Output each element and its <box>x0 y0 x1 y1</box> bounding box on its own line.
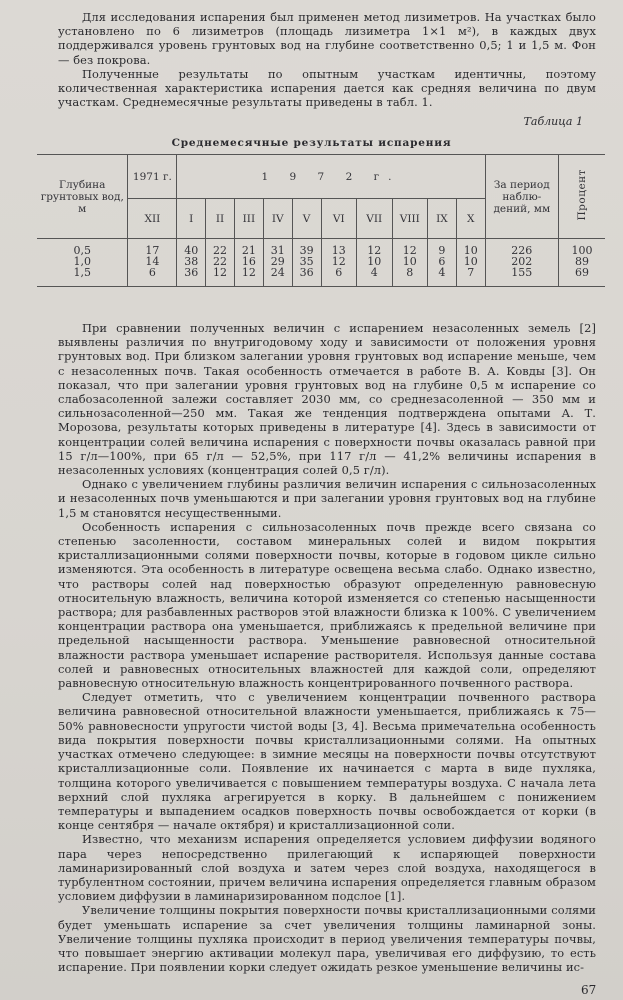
cell-value: 1,5 <box>73 266 91 279</box>
header-period: За период наблю- дений, мм <box>485 155 558 239</box>
cell-value: 12 <box>331 255 346 268</box>
body-paragraph: Увеличение толщины покрытия поверхности почвы кристаллизационными солями будет уменьшать испарение за счет увеличения толщины ламинарной зоны. Увеличение толщины пухляка происходит в период увеличения температуры почвы, что повышает энергию активации молекул пара, увеличивая его диффузию, то есть испарение. При появлении корки следует ожидать резкое уменьшение величины ис- <box>58 903 596 975</box>
cell-value: 12 <box>402 244 417 257</box>
cell-value: 9 <box>438 244 446 257</box>
cell-value: 10 <box>463 255 478 268</box>
header-month: III <box>234 199 263 239</box>
cell-value: 0,5 <box>73 244 91 257</box>
intro-paragraph: Полученные результаты по опытным участкам идентичны, поэтому количественная характеристика испарения дается как средняя величина по двум участкам. Среднемесячные результаты приведены в табл. 1. <box>58 66 596 110</box>
header-month: V <box>292 199 321 239</box>
table-cell <box>392 239 428 287</box>
cell-value: 6 <box>335 266 343 279</box>
header-percent-label: Процент <box>575 169 588 221</box>
cell-value: 226 <box>511 244 533 257</box>
header-month: IV <box>263 199 292 239</box>
table-cell <box>177 239 206 287</box>
table-cell <box>357 239 393 287</box>
cell-value: 6 <box>438 255 446 268</box>
cell-value: 36 <box>184 266 199 279</box>
header-month: X <box>456 199 485 239</box>
table-cell <box>558 239 605 287</box>
body-paragraph: При сравнении полученных величин с испарением незасоленных земель [2] выявлены различия по внутригодовому ходу и зависимости от положения уровня грунтовых вод. При близком залегании уровня грунтовых вод испарение меньше, чем с незасоленных почв. Такая особенность отмечается в работе В. А. Ковды [3]. Он показал, что при залегании уровня грунтовых вод на глубине 0,5 м испарение со слабозасоленной залежи составляет 2030 мм, со среднезасоленной — 350 мм и сильнозасоленной—250 мм. Такая же тенденция подтверждена опытами А. Т. Морозова, результаты которых приведены в литературе [4]. Здесь в зависимости от концентрации солей величина испарения с поверхности почвы оказалась равной при 15 г/л—100%, при 65 г/л — 52,5%, при 117 г/л — 41,2% величины испарения в незасоленных условиях (концентрация солей 0,5 г/л). <box>58 321 596 478</box>
cell-value: 89 <box>574 255 589 268</box>
cell-value: 10 <box>402 255 417 268</box>
header-month: VII <box>357 199 393 239</box>
cell-value: 4 <box>370 266 378 279</box>
table-cell <box>263 239 292 287</box>
cell-value: 14 <box>145 255 160 268</box>
cell-value: 16 <box>241 255 256 268</box>
cell-value: 36 <box>299 266 314 279</box>
cell-value: 100 <box>571 244 593 257</box>
body-paragraph: Известно, что механизм испарения определяется условием диффузии водяного пара через непосредственно прилегающий к испаряющей поверхности ламинаризированный слой воздуха и затем через слой воздуха, находящегося в турбулентном состоянии, причем величина испарения определяется главным образом условием диффузии в ламинаризированном подслое [1]. <box>58 832 596 904</box>
evaporation-table <box>37 154 605 287</box>
header-depth: Глубина грунтовых вод, м <box>37 155 128 239</box>
cell-value: 10 <box>463 244 478 257</box>
body-paragraph: Следует отметить, что с увеличением концентрации почвенного раствора величина равновесной относительной влажности уменьшается, приближаясь к 75—50% равновесности упругости чистой воды [3, 4]. Весьма примечательна особенность вида покрытия поверхности почвы кристаллизационными солями. На опытных участках отмечено следующее: в зимние месяцы на поверхности почвы отсутствуют кристаллизационные соли. Появление их начинается с марта в виде пухляка, толщина которого увеличивается с повышением температуры воздуха. С начала лета верхний слой пухляка агрегируется в корку. В дальнейшем с понижением температуры и выпадением осадков поверхность почвы освобождается от корки (в конце сентября — начале октября) и кристаллизационной соли. <box>58 690 596 833</box>
table-cell <box>234 239 263 287</box>
header-percent <box>558 155 605 239</box>
table-cell <box>485 239 558 287</box>
page-number: 67 <box>581 983 597 997</box>
table-data-row <box>37 239 605 287</box>
table-cell <box>428 239 457 287</box>
table-cell <box>321 239 357 287</box>
body-section <box>58 321 596 974</box>
header-month: IX <box>428 199 457 239</box>
body-paragraph: Однако с увеличением глубины различия величин испарения с сильнозасоленных и незасоленных почв уменьшаются и при залегании уровня грунтовых вод на глубине 1,5 м становятся несущественными. <box>58 477 596 520</box>
cell-value: 22 <box>213 255 228 268</box>
cell-value: 202 <box>511 255 533 268</box>
cell-value: 22 <box>213 244 228 257</box>
cell-value: 21 <box>241 244 256 257</box>
cell-value: 12 <box>213 266 228 279</box>
cell-value: 12 <box>367 244 382 257</box>
table-cell <box>456 239 485 287</box>
cell-value: 7 <box>467 266 475 279</box>
cell-value: 31 <box>270 244 285 257</box>
cell-value: 35 <box>299 255 314 268</box>
header-month: VI <box>321 199 357 239</box>
cell-value: 6 <box>148 266 156 279</box>
cell-value: 69 <box>574 266 589 279</box>
header-month: II <box>206 199 235 239</box>
table-cell <box>206 239 235 287</box>
cell-value: 29 <box>270 255 285 268</box>
cell-value: 39 <box>299 244 314 257</box>
cell-value: 40 <box>184 244 199 257</box>
table-cell <box>292 239 321 287</box>
cell-value: 155 <box>511 266 533 279</box>
header-month: XII <box>128 199 177 239</box>
cell-value: 12 <box>241 266 256 279</box>
cell-value: 24 <box>270 266 285 279</box>
cell-value: 17 <box>145 244 160 257</box>
table-cell <box>37 239 128 287</box>
header-year-1971: 1971 г. <box>128 155 177 199</box>
cell-value: 1,0 <box>73 255 91 268</box>
cell-value: 38 <box>184 255 199 268</box>
intro-paragraph: Для исследования испарения был применен метод лизиметров. На участках было установлено по 6 лизиметров (площадь лизиметра 1×1 м²), в каждых двух поддерживался уровень грунтовых вод на глубине соответственно 0,5; 1 и 1,5 м. Фон — без покрова. <box>58 10 596 67</box>
table-label: Таблица 1 <box>523 115 583 128</box>
header-year-1972: 1 9 7 2 г. <box>177 155 485 199</box>
intro-section <box>58 10 596 109</box>
header-month: I <box>177 199 206 239</box>
cell-value: 13 <box>331 244 346 257</box>
cell-value: 4 <box>438 266 446 279</box>
header-month: VIII <box>392 199 428 239</box>
body-paragraph: Особенность испарения с сильнозасоленных почв прежде всего связана со степенью засоленности, составом минеральных солей и видом покрытия кристаллизационными солями поверхности почвы, которые в годовом цикле сильно изменяются. Эта особенность в литературе освещена весьма слабо. Однако известно, что растворы солей над поверхностью образуют определенную равновесную относительную влажность, величина которой изменяется со степенью насыщенности раствора; для разбавленных растворов этой влажности близка к 100%. С увеличением концентрации раствора она уменьшается, приближаясь к предельной величине при предельной насыщенности раствора. Уменьшение равновесной относительной влажности раствора уменьшает испарение растворителя. Используя данные состава солей и равновесных относительных влажностей для каждой соли, определяют равновесную относительную влажность концентрированного почвенного раствора. <box>58 519 596 691</box>
table-title: Среднемесячные результаты испарения <box>171 137 452 149</box>
table-cell <box>128 239 177 287</box>
cell-value: 8 <box>406 266 414 279</box>
cell-value: 10 <box>367 255 382 268</box>
